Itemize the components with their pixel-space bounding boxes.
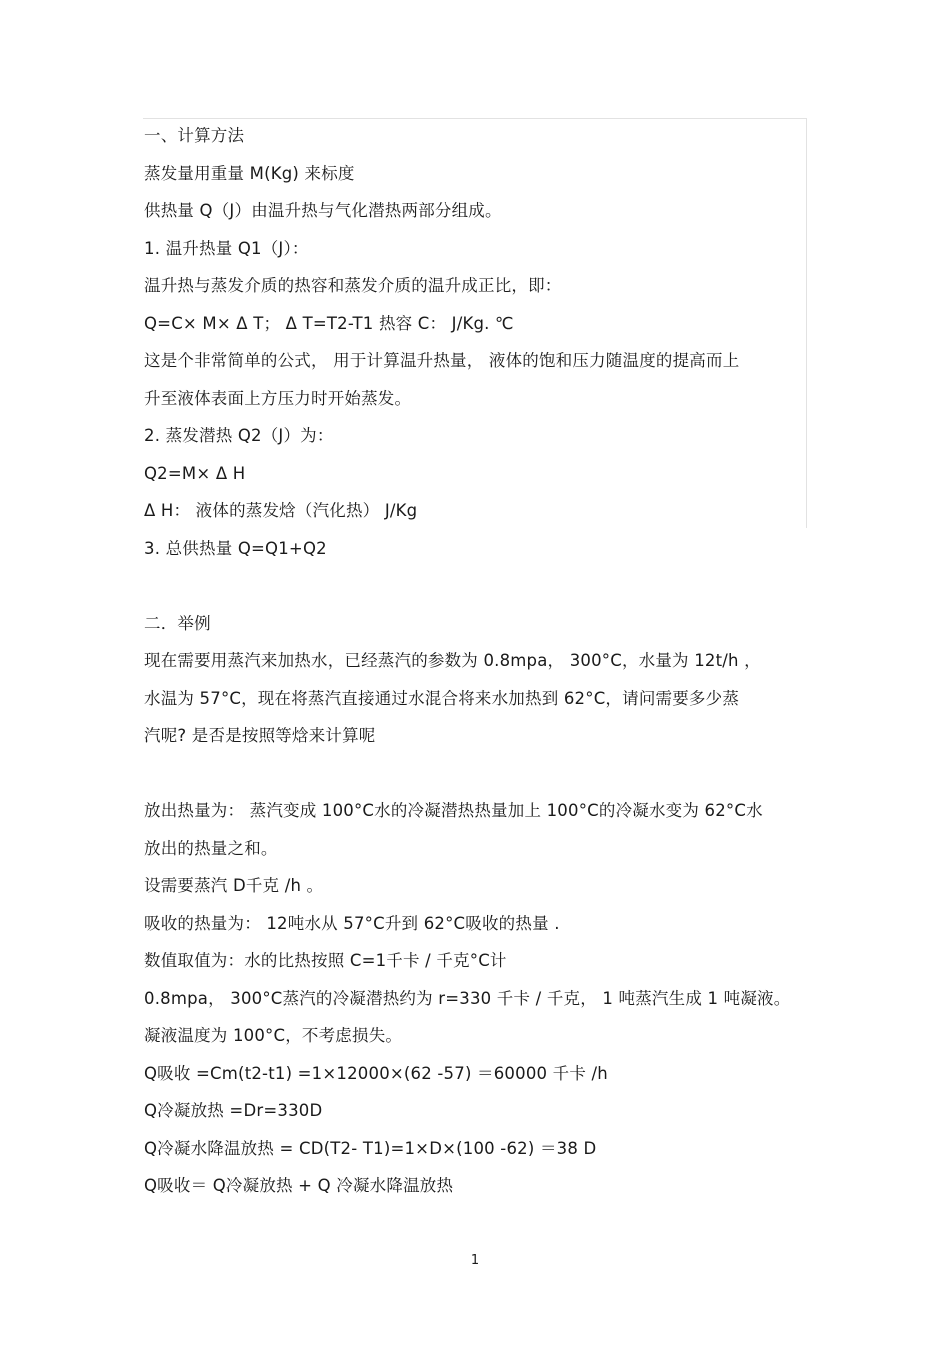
text-line: 这是个非常简单的公式， 用于计算温升热量， 液体的饱和压力随温度的提高而上 [144, 351, 740, 370]
section-heading-calc-method: 一、计算方法 [144, 126, 245, 145]
text-line: 凝液温度为 100°C，不考虑损失。 [144, 1026, 403, 1045]
formula-line: Q吸收 =Cm(t2-t1) =1×12000×(62 -57) ＝60000 千卡 /h [144, 1063, 608, 1083]
formula-line: 3. 总供热量 Q=Q1+Q2 [144, 538, 327, 558]
spacer [144, 567, 809, 605]
text-line: 升至液体表面上方压力时开始蒸发。 [144, 388, 412, 408]
text-line: 温升热与蒸发介质的热容和蒸发介质的温升成正比，即： [144, 276, 562, 295]
text-line: 现在需要用蒸汽来加热水，已经蒸汽的参数为 0.8mpa， 300°C，水量为 12t/h ， [144, 651, 761, 670]
section-heading-example: 二．举例 [144, 613, 211, 633]
text-line: 设需要蒸汽 D千克 /h 。 [144, 876, 324, 895]
text-line: 0.8mpa， 300°C蒸汽的冷凝潜热约为 r=330 千卡 / 千克， 1 吨蒸汽生成 1 吨凝液。 [144, 988, 791, 1008]
text-line: 2. 蒸发潜热 Q2（J）为： [144, 426, 334, 445]
text-line: 吸收的热量为： 12吨水从 57°C升到 62°C吸收的热量 . [144, 913, 560, 933]
formula-line: Q=C× M× Δ T； Δ T=T2-T1 热容 C： J/Kg. ℃ [144, 313, 514, 333]
text-line: Δ H： 液体的蒸发焓（汽化热） J/Kg [144, 501, 418, 520]
document-body [144, 117, 809, 1205]
formula-line: Q冷凝水降温放热 = CD(T2- T1)=1×D×(100 -62) ＝38 D [144, 1138, 597, 1158]
formula-line: Q2=M× Δ H [144, 463, 246, 483]
text-line: 汽呢? 是否是按照等焓来计算呢 [144, 726, 376, 745]
spacer [144, 755, 809, 793]
text-line: 放出的热量之和。 [144, 838, 278, 858]
formula-line: Q吸收＝ Q冷凝放热 + Q 冷凝水降温放热 [144, 1176, 454, 1195]
text-line: 水温为 57°C，现在将蒸汽直接通过水混合将来水加热到 62°C，请问需要多少蒸 [144, 688, 740, 708]
page-number: 1 [470, 1253, 480, 1268]
formula-line: Q冷凝放热 =Dr=330D [144, 1101, 323, 1120]
text-line: 放出热量为： 蒸汽变成 100°C水的冷凝潜热热量加上 100°C的冷凝水变为 62°C水 [144, 801, 763, 820]
text-line: 蒸发量用重量 M(Kg) 来标度 [144, 163, 355, 183]
text-line: 供热量 Q（J）由温升热与气化潜热两部分组成。 [144, 201, 502, 220]
text-line: 数值取值为：水的比热按照 C=1千卡 / 千克°C计 [144, 951, 507, 970]
text-line: 1. 温升热量 Q1（J）： [144, 238, 309, 258]
